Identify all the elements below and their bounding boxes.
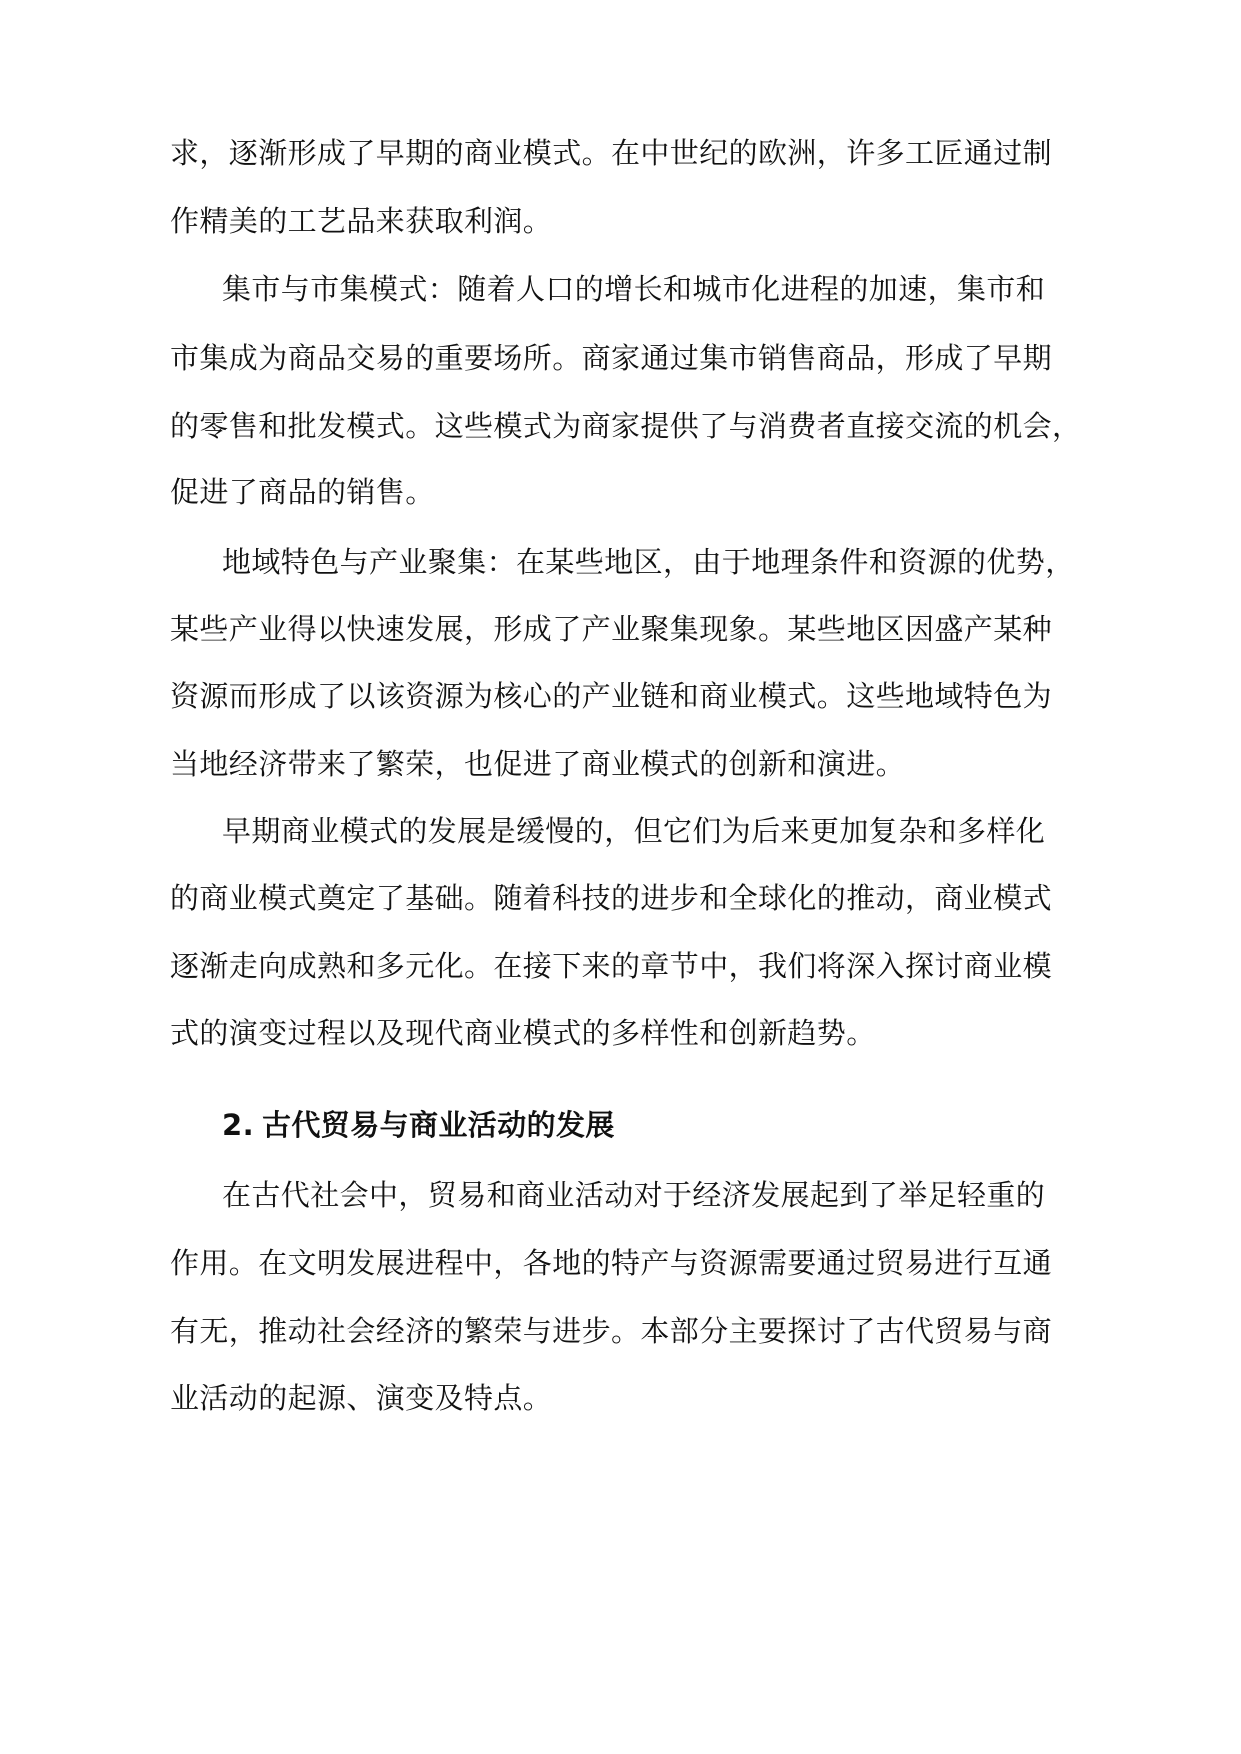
paragraph-line: 式的演变过程以及现代商业模式的多样性和创新趋势。: [170, 1016, 876, 1050]
paragraph-line: 某些产业得以快速发展，形成了产业聚集现象。某些地区因盛产某种: [170, 612, 1053, 646]
paragraph-line: 的商业模式奠定了基础。随着科技的进步和全球化的推动，商业模式: [170, 881, 1053, 915]
paragraph-line: 市集成为商品交易的重要场所。商家通过集市销售商品，形成了早期: [170, 341, 1053, 375]
paragraph-line: 在古代社会中，贸易和商业活动对于经济发展起到了举足轻重的: [222, 1178, 1046, 1212]
section-heading: [0, 1100, 1241, 1150]
paragraph-line: 的零售和批发模式。这些模式为商家提供了与消费者直接交流的机会，: [170, 409, 1082, 443]
paragraph-line: 促进了商品的销售。: [170, 475, 435, 509]
section-number: 2.: [222, 1108, 254, 1142]
paragraph-line: 求，逐渐形成了早期的商业模式。在中世纪的欧洲，许多工匠通过制: [170, 136, 1053, 170]
paragraph-line: 逐渐走向成熟和多元化。在接下来的章节中，我们将深入探讨商业模: [170, 949, 1053, 983]
section-title: 古代贸易与商业活动的发展: [262, 1108, 615, 1142]
paragraph-line: 早期商业模式的发展是缓慢的，但它们为后来更加复杂和多样化: [222, 814, 1046, 848]
paragraph-line: 作精美的工艺品来获取利润。: [170, 204, 553, 238]
paragraph-line: 业活动的起源、演变及特点。: [170, 1381, 553, 1415]
paragraph-line: 集市与市集模式：随着人口的增长和城市化进程的加速，集市和: [222, 272, 1046, 306]
paragraph-line: 作用。在文明发展进程中，各地的特产与资源需要通过贸易进行互通: [170, 1246, 1053, 1280]
paragraph-line: 当地经济带来了繁荣，也促进了商业模式的创新和演进。: [170, 747, 906, 781]
paragraph-line: 有无，推动社会经济的繁荣与进步。本部分主要探讨了古代贸易与商: [170, 1314, 1053, 1348]
paragraph-line: 资源而形成了以该资源为核心的产业链和商业模式。这些地域特色为: [170, 679, 1053, 713]
paragraph-line: 地域特色与产业聚集：在某些地区，由于地理条件和资源的优势，: [222, 545, 1075, 579]
